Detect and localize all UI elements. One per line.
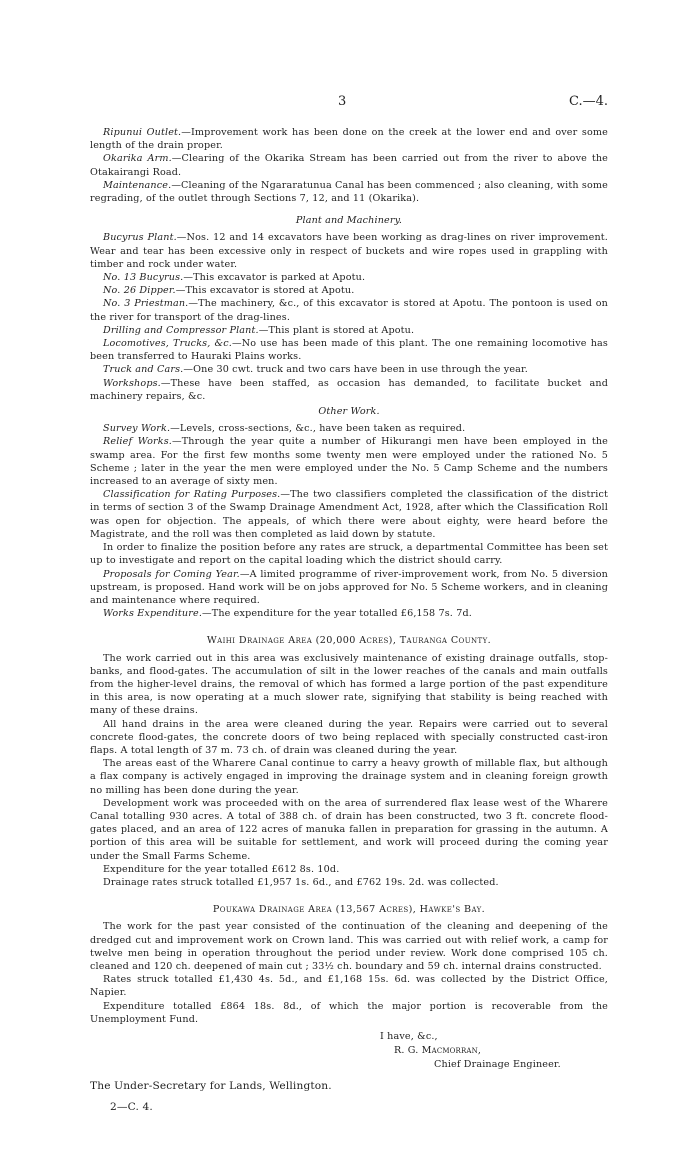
paragraph-text: —This excavator is stored at Apotu. xyxy=(175,285,355,297)
page-reference: C.—4. xyxy=(569,94,609,109)
paragraph xyxy=(90,297,608,323)
signatory-name: R. G. Macmorran, xyxy=(394,1045,482,1056)
paragraph-lead: Drilling and Compressor Plant. xyxy=(103,324,259,336)
paragraph xyxy=(90,435,608,488)
paragraph xyxy=(90,324,608,337)
paragraph-lead: Proposals for Coming Year. xyxy=(103,568,240,580)
paragraph xyxy=(90,377,608,403)
paragraph-text: All hand drains in the area were cleaned during the year. Repairs were carried out to several concrete flood-gates, the concrete doors of two being replaced with specially constructed cast-iron flaps. A total length of 37 m. 73 ch. of drain was cleaned during the year. xyxy=(90,718,608,756)
paragraph-lead: Workshops. xyxy=(103,377,161,389)
paragraph-text: In order to finalize the position before any rates are struck, a departmental Committee has been set up to investigate and report on the capital loading which the district should carry. xyxy=(90,542,608,567)
section-heading-poukawa: Poukawa Drainage Area (13,567 Acres), Hawke's Bay. xyxy=(212,904,486,916)
paragraph-lead: Locomotives, Trucks, &c. xyxy=(103,338,232,350)
paragraph xyxy=(90,757,608,797)
paragraph-text: —This plant is stored at Apotu. xyxy=(258,324,415,336)
paragraph-lead: Bucyrus Plant. xyxy=(103,232,177,244)
paragraph xyxy=(90,488,608,541)
paragraph xyxy=(90,271,608,284)
paragraph-text: Rates struck totalled £1,430 4s. 5d., and £1,168 15s. 6d. was collected by the District Office, Napier. xyxy=(90,974,608,999)
paragraph-lead: No. 13 Bucyrus. xyxy=(103,272,184,284)
paragraph-text: Expenditure for the year totalled £612 8s. 10d. xyxy=(103,863,340,875)
paragraph xyxy=(90,179,608,205)
paragraph-lead: Classification for Rating Purposes. xyxy=(103,489,281,501)
paragraph xyxy=(90,231,608,271)
section-heading-other-work: Other Work. xyxy=(318,406,380,418)
paragraph xyxy=(90,920,608,973)
paragraph xyxy=(90,422,608,435)
section-heading-waihi: Waihi Drainage Area (20,000 Acres), Tauranga County. xyxy=(206,635,492,647)
section-heading-plant: Plant and Machinery. xyxy=(295,215,403,227)
paragraph xyxy=(90,973,608,999)
paragraph xyxy=(90,652,608,718)
paragraph xyxy=(90,797,608,863)
paragraph-text: The work for the past year consisted of the continuation of the cleaning and deepening of the dredged cut and improvement work on Crown land. This was carried out with relief work, a camp for twelve men being in operation throughout the period under review. Work done comprised 105 ch. cleaned and 120 ch. deepened of main cut ; 33½ ch. boundary and 59 ch. internal drains constructed. xyxy=(90,921,608,972)
paragraph xyxy=(90,568,608,608)
paragraph-text: The areas east of the Wharere Canal continue to carry a heavy growth of millable flax, but although a flax company is actively engaged in improving the drainage system and in cleaning foreign growth no milling has been done during the year. xyxy=(90,758,608,796)
paragraph xyxy=(90,284,608,297)
paragraph-text: —These have been staffed, as occasion has demanded, to facilitate bucket and machinery repairs, &c. xyxy=(90,377,608,402)
paragraph-lead: No. 3 Priestman. xyxy=(103,298,189,310)
footer-reference: 2—C. 4. xyxy=(110,1101,153,1114)
paragraph-text: —One 30 cwt. truck and two cars have been in use through the year. xyxy=(183,364,528,376)
paragraph xyxy=(90,126,608,152)
signoff-closing: I have, &c., xyxy=(380,1031,438,1042)
paragraph-text: Development work was proceeded with on the area of surrendered flax lease west of the Wharere Canal totalling 930 acres. A total of 388 ch. of drain has been constructed, two 3 ft. concrete flood-gates placed, and an area of 122 acres of manuka fallen in preparation for grassing in the autumn. A portion of this area will be suitable for settlement, and work will proceed during the coming year under the Small Farms Scheme. xyxy=(90,797,608,862)
paragraph-text: —A limited programme of river-improvement work, from No. 5 diversion upstream, is proposed. Hand work will be on jobs approved for No. 5 Scheme workers, and in cleaning and maintenance where required. xyxy=(90,568,608,606)
addressee: The Under-Secretary for Lands, Wellington. xyxy=(90,1080,332,1092)
paragraph-text: —Improvement work has been done on the creek at the lower end and over some length of the drain proper. xyxy=(90,127,608,152)
paragraph-lead: Maintenance. xyxy=(103,179,172,191)
signatory-title: Chief Drainage Engineer. xyxy=(434,1059,561,1070)
paragraph xyxy=(90,607,608,620)
paragraph xyxy=(90,363,608,376)
paragraph-text: —Clearing of the Okarika Stream has been carried out from the river to above the Otakairangi Road. xyxy=(90,153,608,178)
paragraph-lead: Truck and Cars. xyxy=(103,364,184,376)
paragraph xyxy=(90,152,608,178)
paragraph-text: —Through the year quite a number of Hikurangi men have been employed in the swamp area. For the first few months some twenty men were employed under the rationed No. 5 Scheme ; later in the year the men were employed under the No. 5 Camp Scheme and the numbers increased to an average of sixty men. xyxy=(90,436,608,488)
paragraph xyxy=(90,337,608,363)
signoff-block xyxy=(380,1030,608,1072)
paragraph-text: —No use has been made of this plant. The one remaining locomotive has been transferred to Hauraki Plains works. xyxy=(90,338,608,363)
paragraph-text: —The expenditure for the year totalled £6,158 7s. 7d. xyxy=(202,608,472,620)
paragraph-text: The work carried out in this area was exclusively maintenance of existing drainage outfalls, stop-banks, and flood-gates. The accumulation of silt in the lower reaches of the canals and main outfalls from the higher-level drains, the removal of which has formed a large portion of the past expenditure in this area, is now operating at a much slower rate, signifying that stability is being reached with many of these drains. xyxy=(90,652,608,717)
paragraph xyxy=(90,863,608,876)
paragraph-lead: Survey Work. xyxy=(103,423,171,435)
paragraph xyxy=(90,1000,608,1026)
paragraph-text: —Cleaning of the Ngararatunua Canal has been commenced ; also cleaning, with some regrading, of the outlet through Sections 7, 12, and 11 (Okarika). xyxy=(90,179,608,205)
paragraph-lead: No. 26 Dipper. xyxy=(103,285,176,297)
paragraph-text: Drainage rates struck totalled £1,957 1s. 6d., and £762 19s. 2d. was collected. xyxy=(103,876,499,888)
paragraph-text: —The two classifiers completed the classification of the district in terms of section 3 of the Swamp Drainage Amendment Act, 1928, after which the Classification Roll was open for objection. The appeals, of which there were about eighty, were heard before the Magistrate, and the roll was then completed as laid down by statute. xyxy=(90,489,608,540)
paragraph-lead: Works Expenditure. xyxy=(103,608,203,620)
paragraph xyxy=(90,876,608,889)
paragraph-text: —The machinery, &c., of this excavator is stored at Apotu. The pontoon is used on the river for transport of the drag-lines. xyxy=(90,298,609,323)
paragraph-text: —Nos. 12 and 14 excavators have been working as drag-lines on river improvement. Wear and tear has been excessive only in respect of buckets and wire ropes used in grappling with timber and rock under water. xyxy=(90,232,608,270)
page-number: 3 xyxy=(338,94,347,109)
paragraph-lead: Relief Works. xyxy=(103,436,172,448)
paragraph xyxy=(90,718,608,758)
paragraph-lead: Okarika Arm. xyxy=(103,153,172,165)
paragraph-lead: Ripunui Outlet. xyxy=(103,127,182,138)
paragraph-text: —This excavator is parked at Apotu. xyxy=(183,272,366,284)
paragraph-text: —Levels, cross-sections, &c., have been taken as required. xyxy=(170,423,466,435)
paragraph xyxy=(90,541,608,567)
document-body xyxy=(90,126,608,1114)
paragraph-text: Expenditure totalled £864 18s. 8d., of which the major portion is recoverable from the Unemployment Fund. xyxy=(90,1000,608,1025)
